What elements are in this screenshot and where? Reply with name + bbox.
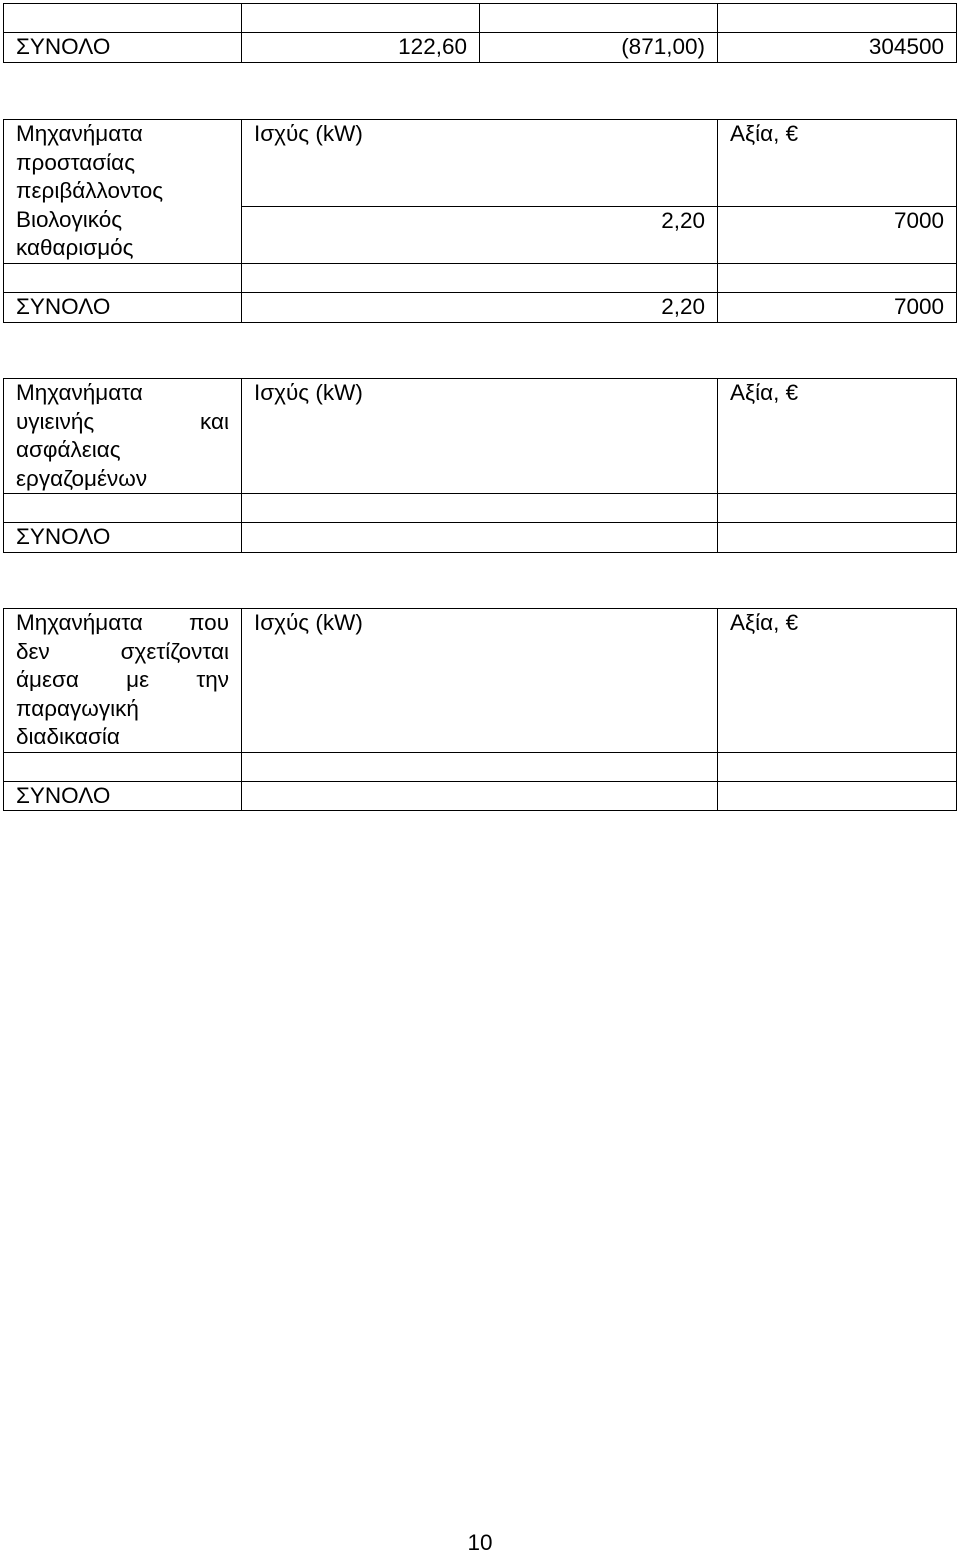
table-cell [718,4,957,33]
category-line: άμεσα με την [16,667,229,692]
total-value [718,523,957,553]
table-cell [242,752,718,781]
total-label: ΣΥΝΟΛΟ [4,523,242,553]
total-change: (871,00) [480,33,718,63]
value-column-header: Αξία, € [718,120,957,207]
category-line: Μηχανήματα που [16,610,229,635]
category-line: περιβάλλοντος [16,178,164,203]
table-row [4,264,957,293]
value-column-header: Αξία, € [718,609,957,753]
category-header [4,379,242,494]
table-cell [4,264,242,293]
total-label: ΣΥΝΟΛΟ [4,33,242,63]
table-header-row [4,609,957,753]
table-cell [242,494,718,523]
category-line: διαδικασία [16,724,120,749]
table-row [4,494,957,523]
table-cell [4,752,242,781]
category-line: ασφάλειας [16,437,121,462]
table-cell [4,494,242,523]
category-line: Μηχανήματα [16,380,143,405]
item-name-line: καθαρισμός [16,235,134,260]
machinery-table-continued [3,3,957,63]
table-row [4,4,957,33]
table-header-row [4,379,957,494]
table-row [4,752,957,781]
total-power: 122,60 [242,33,480,63]
item-value: 7000 [718,206,957,263]
category-line: υγιεινής και [16,408,229,434]
category-line: προστασίας [16,149,136,175]
item-name-line: Βιολογικός [16,206,123,232]
category-line: εργαζομένων [16,465,148,491]
table-header-row [4,120,957,207]
total-power [242,523,718,553]
non-production-machinery-table [3,608,957,811]
category-header [4,120,242,264]
page-number: 10 [467,1530,493,1555]
table-cell [718,752,957,781]
table-cell [242,264,718,293]
power-column-header: Ισχύς (kW) [242,120,718,207]
total-value: 7000 [718,293,957,323]
category-line: Μηχανήματα [16,121,143,146]
total-row [4,781,957,811]
total-row [4,33,957,63]
total-row [4,293,957,323]
total-power: 2,20 [242,293,718,323]
total-label: ΣΥΝΟΛΟ [4,293,242,323]
total-row [4,523,957,553]
table-cell [718,494,957,523]
total-value [718,781,957,811]
category-line: δεν σχετίζονται [16,638,229,664]
health-safety-table [3,378,957,553]
category-line: παραγωγική [16,695,139,721]
power-column-header: Ισχύς (kW) [242,379,718,494]
table-cell [242,4,480,33]
total-power [242,781,718,811]
total-value: 304500 [718,33,957,63]
item-power: 2,20 [242,206,718,263]
table-cell [718,264,957,293]
category-header [4,609,242,753]
value-column-header: Αξία, € [718,379,957,494]
total-label: ΣΥΝΟΛΟ [4,781,242,811]
power-column-header: Ισχύς (kW) [242,609,718,753]
table-cell [4,4,242,33]
table-cell [480,4,718,33]
environmental-protection-table [3,119,957,323]
